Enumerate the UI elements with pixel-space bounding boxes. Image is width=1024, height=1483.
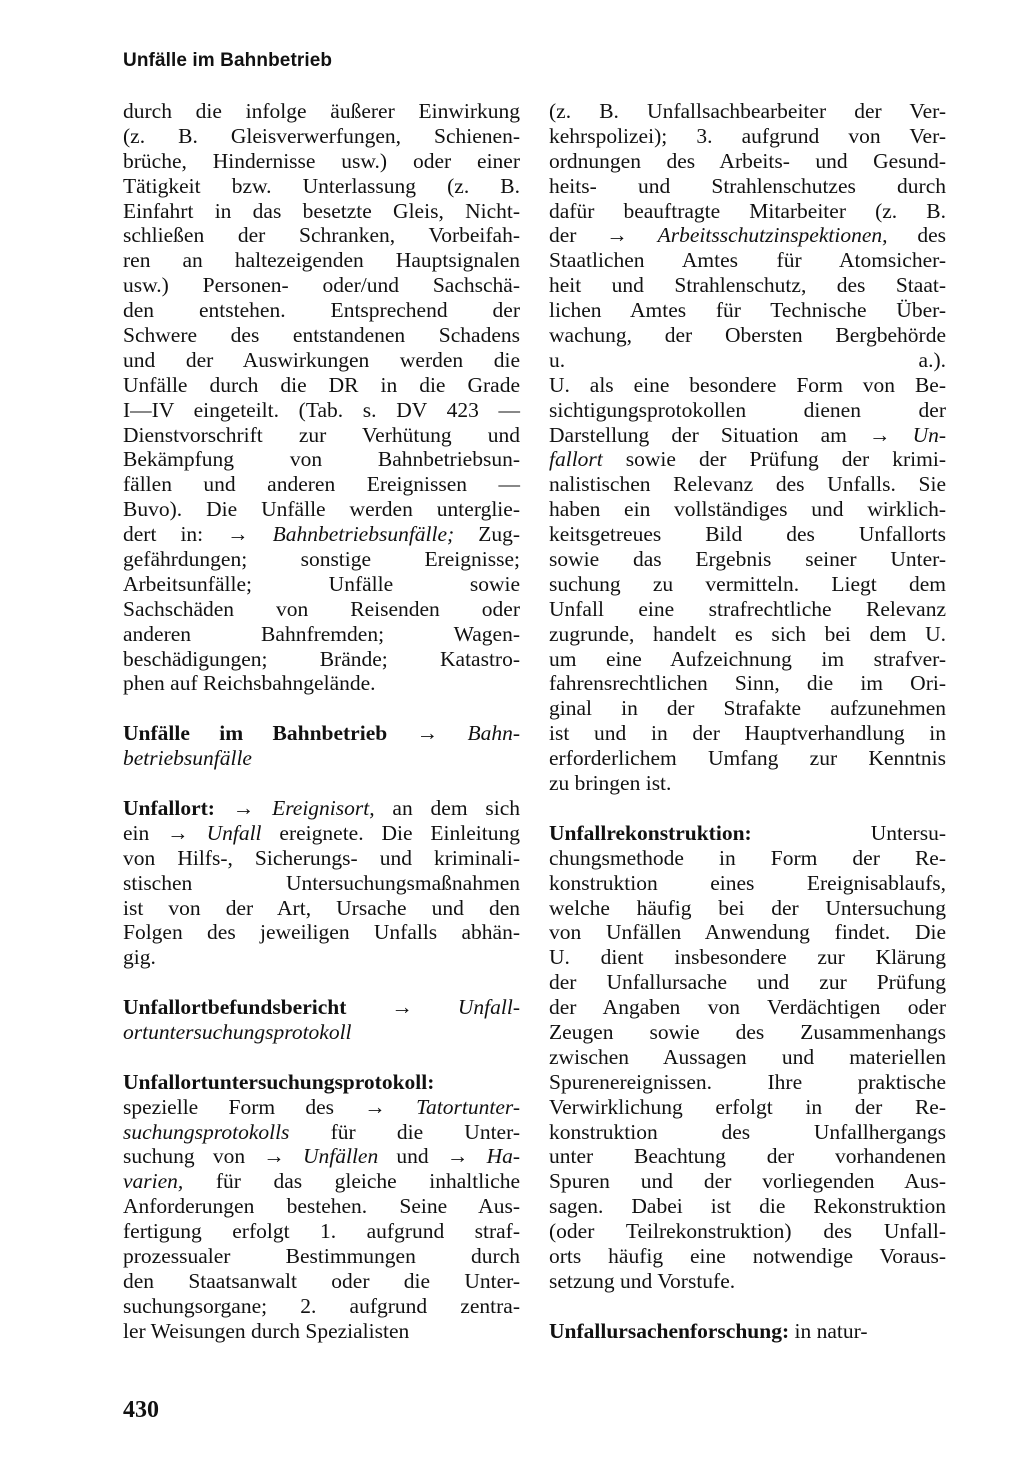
text-segment: ginal in der Strafakte aufzunehmen bbox=[549, 696, 946, 721]
text-line bbox=[549, 323, 946, 348]
text-segment: Staatlichen Amtes für Atomsicher- bbox=[549, 248, 946, 273]
text-line bbox=[123, 248, 520, 273]
text-segment: dafür beauftragte Mitarbeiter (z. B. bbox=[549, 198, 946, 223]
text-line bbox=[123, 796, 520, 821]
text-segment: und der Auswirkungen werden die bbox=[123, 347, 520, 372]
text-segment: Unfall- bbox=[457, 995, 520, 1020]
text-line bbox=[123, 348, 520, 373]
text-line bbox=[549, 622, 946, 647]
text-line bbox=[123, 423, 520, 448]
text-segment: Einfahrt in das besetzte Gleis, Nicht- bbox=[123, 198, 520, 223]
text-line bbox=[123, 398, 520, 423]
text-segment: Spurenereignissen. Ihre praktische bbox=[549, 1069, 946, 1094]
text-line bbox=[549, 721, 946, 746]
text-segment: Unfälle durch die DR in die Grade bbox=[123, 372, 520, 397]
text-segment: schließen der Schranken, Vorbeifah- bbox=[123, 223, 520, 248]
text-line bbox=[549, 1244, 946, 1269]
text-segment: stischen Untersuchungsmaßnahmen bbox=[123, 870, 520, 895]
text-segment: Buvo). Die Unfälle werden unterglie- bbox=[123, 497, 520, 522]
text-segment: Ereignisort, bbox=[272, 795, 375, 820]
text-line bbox=[123, 124, 520, 149]
text-segment: welche häufig bei der Untersuchung bbox=[549, 895, 946, 920]
text-segment: beschädigungen; Brände; Katastro- bbox=[123, 646, 520, 671]
text-segment: Untersu- bbox=[751, 820, 946, 845]
text-line bbox=[549, 149, 946, 174]
text-segment: Zug- bbox=[454, 522, 521, 547]
text-line bbox=[123, 547, 520, 572]
text-line bbox=[549, 1319, 946, 1344]
text-segment: sowie der Prüfung der krimi- bbox=[602, 447, 946, 472]
text-segment: ortuntersuchungsprotokoll bbox=[123, 1019, 352, 1044]
text-segment: Unfallrekonstruktion: bbox=[549, 820, 752, 845]
text-segment: konstruktion eines Ereignisablaufs, bbox=[549, 870, 946, 895]
paragraph-gap bbox=[123, 771, 520, 796]
left-text-column bbox=[123, 99, 520, 1344]
text-segment: keitsgetreues Bild des Unfallorts bbox=[549, 522, 946, 547]
text-line bbox=[123, 1070, 520, 1095]
text-line bbox=[549, 199, 946, 224]
text-line bbox=[123, 1169, 520, 1194]
text-segment: Darstellung der Situation am → bbox=[549, 422, 913, 447]
text-segment: ist von der Art, Ursache und den bbox=[123, 895, 520, 920]
text-line bbox=[549, 945, 946, 970]
text-line bbox=[549, 1120, 946, 1145]
text-segment: Spuren und der vorliegenden Aus- bbox=[549, 1169, 946, 1194]
text-line bbox=[123, 1120, 520, 1145]
text-segment: Unfallortuntersuchungsprotokoll: bbox=[123, 1069, 435, 1094]
text-segment: prozessualer Bestimmungen durch bbox=[123, 1243, 520, 1268]
text-line bbox=[123, 671, 520, 696]
text-segment: Arbeitsunfälle; Unfälle sowie bbox=[123, 571, 520, 596]
text-segment: → bbox=[387, 721, 468, 746]
text-segment: suchung von → bbox=[123, 1144, 303, 1169]
text-segment: der Unfallursache und zur Prüfung bbox=[549, 970, 946, 995]
text-segment: phen auf Reichsbahngelände. bbox=[123, 671, 376, 696]
text-line bbox=[549, 124, 946, 149]
text-segment: fahrensrechtlichen Sinn, die im Ori- bbox=[549, 671, 946, 696]
text-line bbox=[549, 547, 946, 572]
text-line bbox=[549, 1269, 946, 1294]
text-segment: gefährdungen; sonstige Ereignisse; bbox=[123, 547, 520, 572]
text-segment: (z. B. Gleisverwerfungen, Schienen- bbox=[123, 123, 520, 148]
text-line bbox=[549, 423, 946, 448]
text-line bbox=[549, 223, 946, 248]
text-segment: U. als eine besondere Form von Be- bbox=[549, 372, 946, 397]
text-line bbox=[123, 647, 520, 672]
text-segment: setzung und Vorstufe. bbox=[549, 1268, 736, 1293]
text-segment: der Angaben von Verdächtigen oder bbox=[549, 995, 946, 1020]
text-segment: betriebsunfälle bbox=[123, 746, 252, 771]
text-segment: Tätigkeit bzw. Unterlassung (z. B. bbox=[123, 173, 520, 198]
text-line bbox=[123, 572, 520, 597]
text-segment: sowie das Ergebnis seiner Unter- bbox=[549, 547, 946, 572]
text-line bbox=[123, 846, 520, 871]
text-segment: der → bbox=[549, 223, 658, 248]
text-line bbox=[123, 373, 520, 398]
text-segment: sagen. Dabei ist die Rekonstruktion bbox=[549, 1194, 946, 1219]
text-segment: I—IV eingeteilt. (Tab. s. DV 423 — bbox=[123, 397, 520, 422]
text-line bbox=[549, 896, 946, 921]
text-line bbox=[549, 472, 946, 497]
text-line bbox=[123, 622, 520, 647]
text-line bbox=[123, 323, 520, 348]
text-line bbox=[549, 1020, 946, 1045]
text-segment: den Staatsanwalt oder die Unter- bbox=[123, 1268, 520, 1293]
text-line bbox=[549, 298, 946, 323]
text-segment: suchungsorgane; 2. aufgrund zentra- bbox=[123, 1293, 520, 1318]
text-segment: Sachschäden von Reisenden oder bbox=[123, 596, 520, 621]
text-line bbox=[123, 522, 520, 547]
text-segment: → bbox=[346, 995, 458, 1020]
text-line bbox=[549, 970, 946, 995]
text-segment: ist und in der Hauptverhandlung in bbox=[549, 721, 946, 746]
text-line bbox=[549, 1070, 946, 1095]
text-segment: unter Beachtung der vorhandenen bbox=[549, 1144, 946, 1169]
text-segment: kehrspolizei); 3. aufgrund von Ver- bbox=[549, 123, 946, 148]
text-segment: Verwirklichung erfolgt in der Re- bbox=[549, 1094, 946, 1119]
text-segment: Unfälle im Bahnbetrieb bbox=[123, 721, 388, 746]
text-line bbox=[123, 597, 520, 622]
text-segment: durch die infolge äußerer Einwirkung bbox=[123, 99, 520, 123]
text-line bbox=[123, 871, 520, 896]
text-line bbox=[549, 497, 946, 522]
text-line bbox=[549, 597, 946, 622]
text-line bbox=[123, 995, 520, 1020]
text-line bbox=[549, 871, 946, 896]
text-segment: suchung zu vermitteln. Liegt dem bbox=[549, 571, 946, 596]
text-line bbox=[549, 174, 946, 199]
text-line bbox=[123, 1194, 520, 1219]
text-segment: Unfallort: bbox=[123, 795, 215, 820]
text-line bbox=[123, 821, 520, 846]
text-segment: wachung, der Obersten Bergbehörde bbox=[549, 323, 946, 348]
text-line bbox=[549, 1194, 946, 1219]
paragraph-gap bbox=[123, 696, 520, 721]
text-line bbox=[549, 373, 946, 398]
text-line bbox=[123, 721, 520, 746]
text-segment: → bbox=[214, 795, 273, 820]
text-line bbox=[123, 223, 520, 248]
text-segment: anderen Bahnfremden; Wagen- bbox=[123, 621, 520, 646]
text-segment: für das gleiche inhaltliche bbox=[183, 1169, 520, 1194]
text-segment: heits- und Strahlenschutzes durch bbox=[549, 173, 946, 198]
text-line bbox=[123, 1244, 520, 1269]
text-line bbox=[123, 273, 520, 298]
text-line bbox=[549, 273, 946, 298]
text-segment: Unfällen bbox=[302, 1144, 379, 1169]
text-segment: spezielle Form des → bbox=[123, 1094, 417, 1119]
text-segment: Unfallursachenforschung: bbox=[549, 1318, 790, 1343]
text-segment: ordnungen des Arbeits- und Gesund- bbox=[549, 148, 946, 173]
text-segment: erforderlichem Umfang zur Kenntnis bbox=[549, 746, 946, 771]
text-segment: Arbeitsschutzinspektionen, bbox=[657, 223, 888, 248]
text-segment: konstruktion des Unfallhergangs bbox=[549, 1119, 946, 1144]
paragraph-gap bbox=[123, 970, 520, 995]
text-segment: dert in: → bbox=[123, 522, 273, 547]
text-segment: von Unfällen Anwendung findet. Die bbox=[549, 920, 946, 945]
text-line bbox=[123, 149, 520, 174]
text-segment: Unfallortbefundsbericht bbox=[123, 995, 347, 1020]
text-line bbox=[549, 348, 946, 373]
text-line bbox=[123, 497, 520, 522]
text-segment: Bahn- bbox=[467, 721, 520, 746]
text-line bbox=[123, 1219, 520, 1244]
text-segment: ereignete. Die Einleitung bbox=[261, 820, 520, 845]
text-line bbox=[549, 398, 946, 423]
text-segment: Un- bbox=[912, 422, 946, 447]
text-segment: haben ein vollständiges und wirklich- bbox=[549, 497, 946, 522]
text-segment: Unfall eine strafrechtliche Relevanz bbox=[549, 596, 946, 621]
text-line bbox=[123, 174, 520, 199]
text-segment: fallort bbox=[549, 447, 603, 472]
text-segment: (oder Teilrekonstruktion) des Unfall- bbox=[549, 1219, 946, 1244]
text-line bbox=[123, 1269, 520, 1294]
text-line bbox=[123, 896, 520, 921]
text-line bbox=[549, 920, 946, 945]
text-segment: brüche, Hindernisse usw.) oder einer bbox=[123, 148, 520, 173]
text-line bbox=[549, 1144, 946, 1169]
text-segment: ein → bbox=[123, 820, 207, 845]
text-segment: Unfall bbox=[206, 820, 262, 845]
text-line bbox=[549, 522, 946, 547]
text-line bbox=[549, 671, 946, 696]
text-line bbox=[123, 298, 520, 323]
text-segment: Bekämpfung von Bahnbetriebsun- bbox=[123, 447, 520, 472]
paragraph-gap bbox=[123, 1045, 520, 1070]
text-line bbox=[123, 1020, 520, 1045]
text-line bbox=[549, 846, 946, 871]
text-segment: Folgen des jeweiligen Unfalls abhän- bbox=[123, 920, 520, 945]
text-line bbox=[123, 447, 520, 472]
text-segment: um eine Aufzeichnung im strafver- bbox=[549, 646, 946, 671]
text-line bbox=[549, 572, 946, 597]
text-segment: zugrunde, handelt es sich bei dem U. bbox=[549, 621, 946, 646]
text-segment: gig. bbox=[123, 945, 156, 970]
text-segment: Schwere des entstandenen Schadens bbox=[123, 323, 520, 348]
text-line bbox=[549, 647, 946, 672]
text-segment: Dienstvorschrift zur Verhütung und bbox=[123, 422, 520, 447]
text-segment: Anforderungen bestehen. Seine Aus- bbox=[123, 1194, 520, 1219]
text-line bbox=[549, 1169, 946, 1194]
text-segment: fällen und anderen Ereignissen — bbox=[123, 472, 520, 497]
text-segment: zwischen Aussagen und materiellen bbox=[549, 1044, 946, 1069]
text-segment: U. dient insbesondere zur Klärung bbox=[549, 945, 946, 970]
text-segment: chungsmethode in Form der Re- bbox=[549, 845, 946, 870]
text-line bbox=[123, 920, 520, 945]
text-line bbox=[123, 99, 520, 124]
text-segment: Bahnbetriebsunfälle; bbox=[272, 522, 455, 547]
text-segment: fertigung erfolgt 1. aufgrund straf- bbox=[123, 1219, 520, 1244]
text-line bbox=[549, 248, 946, 273]
right-text-column bbox=[549, 99, 946, 1344]
text-line bbox=[123, 199, 520, 224]
paragraph-gap bbox=[549, 796, 946, 821]
text-line bbox=[123, 746, 520, 771]
text-line bbox=[123, 1095, 520, 1120]
text-segment: nalistischen Relevanz des Unfalls. Sie bbox=[549, 472, 946, 497]
text-segment: ren an haltezeigenden Hauptsignalen bbox=[123, 248, 520, 273]
text-segment: heit und Strahlenschutz, des Staat- bbox=[549, 273, 946, 298]
text-segment: Ha- bbox=[486, 1144, 520, 1169]
text-line bbox=[123, 1144, 520, 1169]
text-segment: von Hilfs-, Sicherungs- und kriminali- bbox=[123, 845, 520, 870]
text-segment: den entstehen. Entsprechend der bbox=[123, 298, 520, 323]
text-segment: u. a.). bbox=[549, 347, 946, 372]
text-segment: ler Weisungen durch Spezialisten bbox=[123, 1318, 410, 1343]
text-segment: Tatortunter- bbox=[416, 1094, 520, 1119]
text-segment: lichen Amtes für Technische Über- bbox=[549, 298, 946, 323]
text-segment: und → bbox=[378, 1144, 487, 1169]
text-segment: (z. B. Unfallsachbearbeiter der Ver- bbox=[549, 99, 946, 123]
text-line bbox=[549, 821, 946, 846]
text-segment: Zeugen sowie des Zusammenhangs bbox=[549, 1019, 946, 1044]
text-segment: suchungsprotokolls bbox=[123, 1119, 290, 1144]
text-segment: orts häufig eine notwendige Voraus- bbox=[549, 1243, 946, 1268]
text-segment: varien, bbox=[123, 1169, 184, 1194]
text-line bbox=[123, 1294, 520, 1319]
text-line bbox=[549, 746, 946, 771]
paragraph-gap bbox=[549, 1294, 946, 1319]
text-line bbox=[123, 945, 520, 970]
page-number: 430 bbox=[123, 1397, 159, 1423]
text-line bbox=[549, 1045, 946, 1070]
text-segment: zu bringen ist. bbox=[549, 771, 672, 796]
text-line bbox=[549, 447, 946, 472]
text-line bbox=[123, 1319, 520, 1344]
text-segment: usw.) Personen- oder/und Sachschä- bbox=[123, 273, 520, 298]
running-header: Unfälle im Bahnbetrieb bbox=[123, 50, 333, 71]
text-line bbox=[549, 771, 946, 796]
text-segment: des bbox=[887, 223, 946, 248]
text-line bbox=[549, 696, 946, 721]
text-line bbox=[123, 472, 520, 497]
text-line bbox=[549, 1219, 946, 1244]
text-segment: sichtigungsprotokollen dienen der bbox=[549, 397, 946, 422]
text-segment: an dem sich bbox=[374, 795, 520, 820]
text-line bbox=[549, 1095, 946, 1120]
text-line bbox=[549, 995, 946, 1020]
text-segment: für die Unter- bbox=[289, 1119, 520, 1144]
text-line bbox=[549, 99, 946, 124]
text-segment: in natur- bbox=[789, 1318, 868, 1343]
